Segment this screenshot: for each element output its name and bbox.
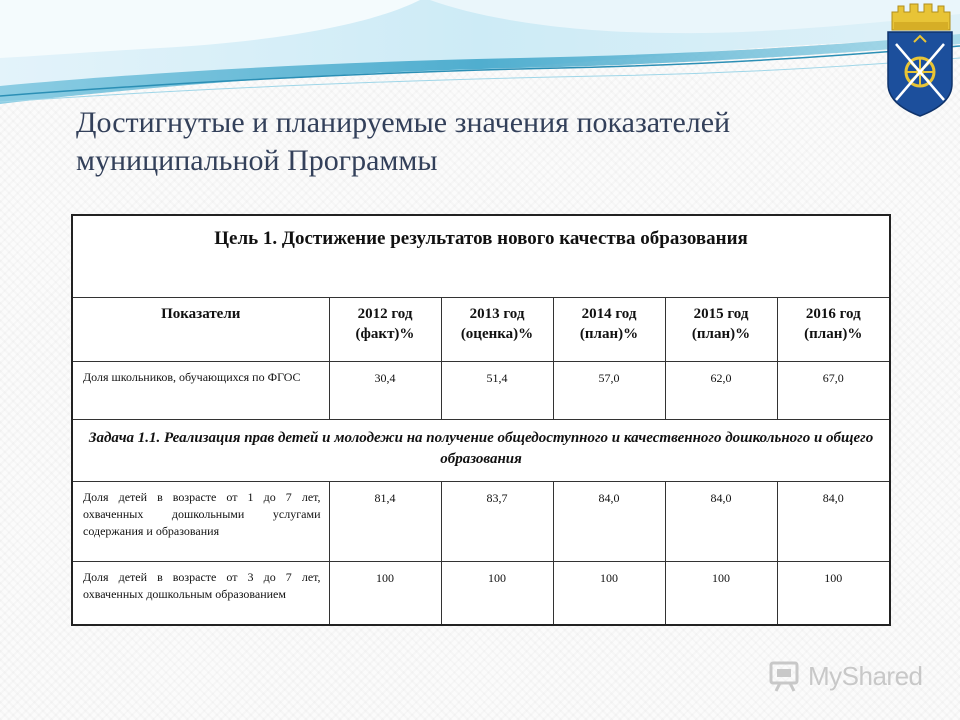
indicators-table	[71, 214, 891, 626]
task-row	[72, 419, 890, 481]
header-label: Показатели	[161, 305, 241, 322]
cell-2012: 81,4	[329, 481, 441, 561]
goal-row	[72, 215, 890, 297]
cell-2015: 62,0	[665, 361, 777, 419]
header-2012	[329, 297, 441, 361]
header-year: 2013 год	[469, 305, 525, 322]
presentation-icon	[768, 659, 802, 693]
cell-2015: 84,0	[665, 481, 777, 561]
coat-of-arms-emblem	[884, 0, 956, 118]
header-type: (оценка)%	[460, 325, 534, 342]
header-2013	[441, 297, 553, 361]
watermark	[768, 656, 938, 696]
row-label: Доля школьников, обучающихся по ФГОС	[72, 361, 329, 419]
table-row	[72, 361, 890, 419]
header-type: (факт)%	[355, 325, 415, 342]
cell-2016: 67,0	[777, 361, 890, 419]
cell-2012: 30,4	[329, 361, 441, 419]
header-indicators	[72, 297, 329, 361]
header-2015	[665, 297, 777, 361]
row-label: Доля детей в возрасте от 1 до 7 лет, охваченных дошкольными услугами содержания и образования	[72, 481, 329, 561]
table-row	[72, 561, 890, 625]
header-row	[72, 297, 890, 361]
title-line-2: муниципальной Программы	[76, 144, 438, 177]
goal-title: Цель 1. Достижение результатов нового качества образования	[72, 215, 890, 297]
header-type: (план)%	[691, 325, 751, 342]
title-line-1: Достигнутые и планируемые значения показателей	[76, 106, 731, 139]
cell-2014: 100	[553, 561, 665, 625]
cell-2012: 100	[329, 561, 441, 625]
task-title: Задача 1.1. Реализация прав детей и молодежи на получение общедоступного и качественного дошкольного и общего образования	[72, 419, 890, 481]
slide-title	[76, 104, 856, 180]
cell-2014: 84,0	[553, 481, 665, 561]
cell-2013: 51,4	[441, 361, 553, 419]
watermark-text: MyShared	[808, 660, 923, 691]
row-label: Доля детей в возрасте от 3 до 7 лет, охваченных дошкольным образованием	[72, 561, 329, 625]
header-type: (план)%	[579, 325, 639, 342]
cell-2016: 84,0	[777, 481, 890, 561]
table-row	[72, 481, 890, 561]
header-year: 2014 год	[581, 305, 637, 322]
header-2014	[553, 297, 665, 361]
header-2016	[777, 297, 890, 361]
header-year: 2012 год	[357, 305, 413, 322]
cell-2015: 100	[665, 561, 777, 625]
cell-2016: 100	[777, 561, 890, 625]
cell-2014: 57,0	[553, 361, 665, 419]
header-year: 2015 год	[693, 305, 749, 322]
header-type: (план)%	[804, 325, 863, 342]
header-year: 2016 год	[805, 305, 861, 322]
cell-2013: 83,7	[441, 481, 553, 561]
cell-2013: 100	[441, 561, 553, 625]
